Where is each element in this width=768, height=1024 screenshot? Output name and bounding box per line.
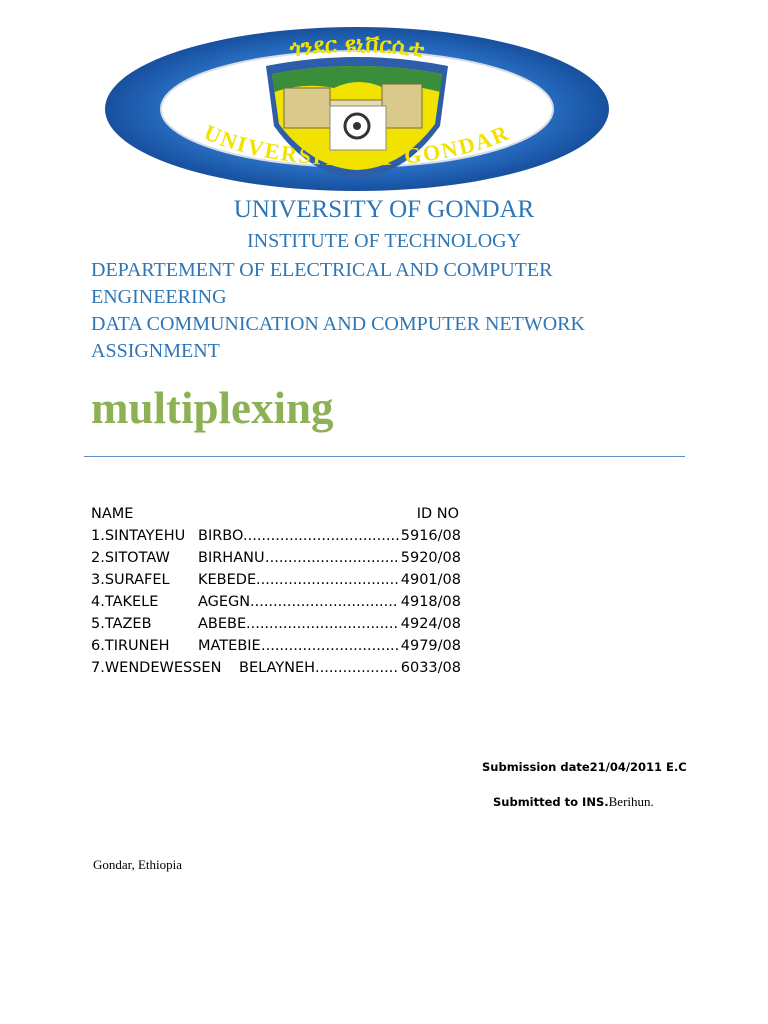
member-row	[91, 657, 471, 679]
member-last-name: BIRBO	[198, 528, 244, 544]
leader-dots: ................................	[250, 594, 398, 610]
member-row	[91, 547, 471, 569]
member-row	[91, 569, 471, 591]
logo-amharic-text: ጎንደር ዩኒቨርሲቲ	[288, 32, 426, 63]
member-id: 5916/08	[400, 528, 461, 544]
institute-title: INSTITUTE OF TECHNOLOGY	[246, 230, 522, 252]
member-id: 5920/08	[400, 550, 461, 566]
member-row	[91, 635, 471, 657]
member-id: 4918/08	[400, 594, 461, 610]
member-first-name: 3.SURAFEL	[91, 572, 170, 588]
leader-dots: ..............................	[261, 638, 400, 654]
member-first-name: 1.SINTAYEHU	[91, 528, 186, 544]
member-id: 4901/08	[400, 572, 461, 588]
member-last-name: KEBEDE	[198, 572, 257, 588]
id-column-header: ID NO	[416, 506, 459, 522]
member-id: 4979/08	[400, 638, 461, 654]
logo-english-text: UNIVERSITY OF GONDAR	[200, 119, 514, 171]
member-last-name: MATEBIE	[198, 638, 261, 654]
university-title: UNIVERSITY OF GONDAR	[233, 196, 535, 223]
member-id: 4924/08	[400, 616, 461, 632]
leader-dots: ..................................	[243, 528, 400, 544]
member-row	[91, 613, 471, 635]
submitted-to	[493, 794, 654, 810]
name-column-header: NAME	[91, 506, 134, 522]
member-first-name: 4.TAKELE	[91, 594, 159, 610]
leader-dots: .............................	[265, 550, 399, 566]
department-title: DEPARTEMENT OF ELECTRICAL AND COMPUTER ENGINEERING	[91, 259, 553, 308]
leader-dots: ..................	[315, 660, 398, 676]
member-row	[91, 525, 471, 547]
members-header	[91, 503, 471, 525]
member-first-name: 6.TIRUNEH	[91, 638, 170, 654]
course-title: DATA COMMUNICATION AND COMPUTER NETWORK ASSIGNMENT	[91, 313, 585, 362]
member-first-name: 5.TAZEB	[91, 616, 152, 632]
submission-date: Submission date21/04/2011 E.C	[482, 760, 687, 774]
location: Gondar, Ethiopia	[93, 857, 183, 872]
member-id: 6033/08	[400, 660, 461, 676]
member-first-name: 2.SITOTAW	[91, 550, 170, 566]
member-first-name: 7.WENDEWESSEN	[91, 660, 222, 676]
university-logo	[104, 26, 610, 192]
member-last-name: ABEBE	[198, 616, 247, 632]
member-last-name: BELAYNEH	[239, 660, 316, 676]
submitted-to-label: Submitted to INS.	[493, 795, 609, 809]
leader-dots: ...............................	[256, 572, 399, 588]
assignment-subject: multiplexing	[91, 383, 334, 433]
member-row	[91, 591, 471, 613]
leader-dots: .................................	[246, 616, 399, 632]
member-last-name: AGEGN	[198, 594, 251, 610]
instructor-name: Berihun.	[608, 794, 654, 809]
member-last-name: BIRHANU	[198, 550, 265, 566]
divider	[84, 456, 685, 457]
